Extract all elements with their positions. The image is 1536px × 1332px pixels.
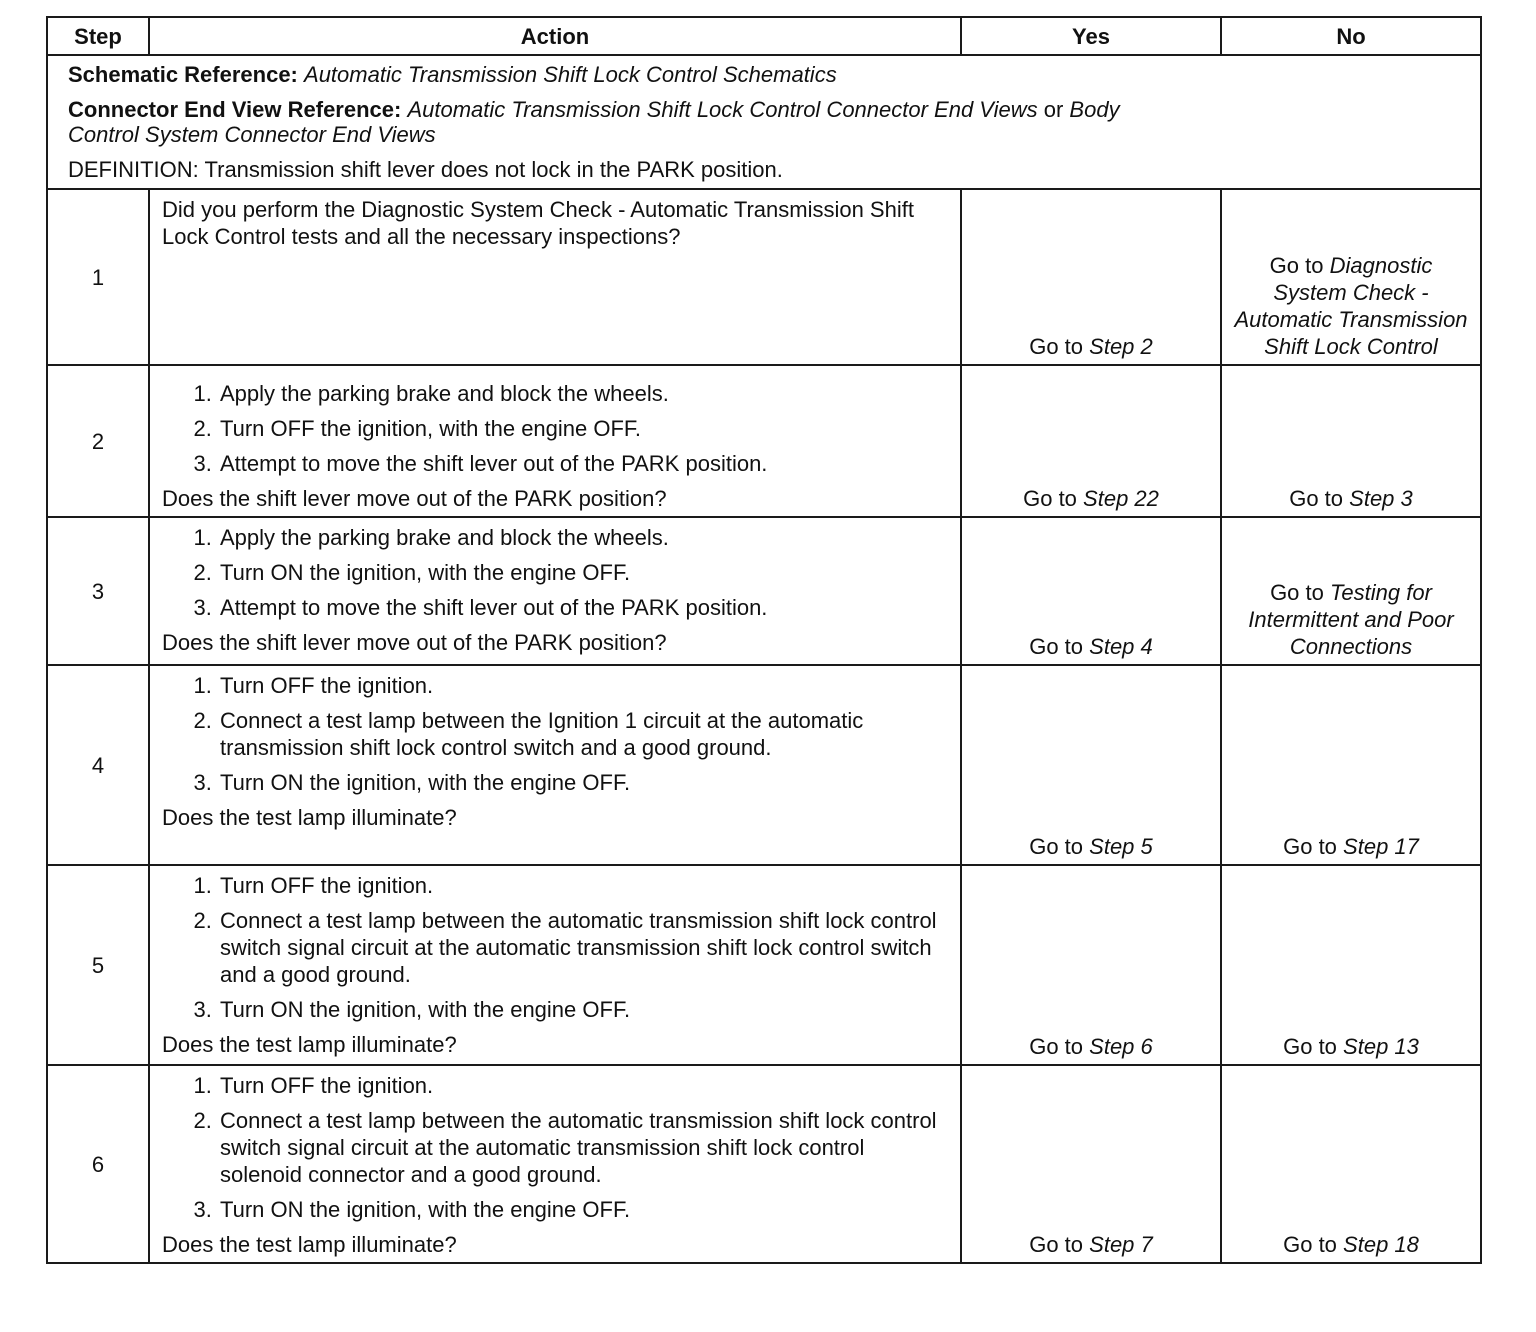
action-step: 2. Turn OFF the ignition, with the engine OFF. [218,415,948,442]
step-number: 5 [47,865,149,1065]
yes-goto[interactable] [1029,1034,1153,1059]
goto-target: Testing for Intermittent and Poor Connections [1248,580,1454,659]
goto-target: Step 22 [1083,486,1159,511]
goto-prefix: Go to [1023,486,1077,511]
no-goto[interactable] [1289,486,1413,511]
goto-target: Step 2 [1089,334,1153,359]
header-action: Action [149,17,961,55]
no-cell [1221,1065,1481,1263]
yes-goto[interactable] [1029,834,1153,859]
connector-link-1[interactable]: Automatic Transmission Shift Lock Control Connector End Views [407,97,1038,122]
goto-prefix: Go to [1283,1232,1337,1257]
yes-goto[interactable] [1023,486,1159,511]
action-step: 2. Connect a test lamp between the automatic transmission shift lock control switch signal circuit at the automatic transmission shift lock control switch and a good ground. [218,907,948,988]
goto-target: Step 6 [1089,1034,1153,1059]
reference-row [47,55,1481,189]
question: Does the test lamp illuminate? [162,805,457,830]
action-cell [149,865,961,1065]
action-step: 3. Turn ON the ignition, with the engine OFF. [218,1196,948,1223]
step-number: 6 [47,1065,149,1263]
header-row [47,17,1481,55]
goto-prefix: Go to [1029,634,1084,659]
no-goto[interactable] [1248,580,1453,659]
yes-goto[interactable] [1029,334,1153,359]
goto-target: Diagnostic System Check - Automatic Transmission Shift Lock Control [1234,253,1468,359]
no-cell [1221,189,1481,365]
schematic-link[interactable]: Automatic Transmission Shift Lock Control Schematics [304,62,837,87]
step-number: 1 [47,189,149,365]
step-number: 4 [47,665,149,865]
goto-target: Step 13 [1343,1034,1419,1059]
yes-cell [961,865,1221,1065]
action-step: 3. Attempt to move the shift lever out of the PARK position. [218,450,948,477]
action-steps [162,1072,948,1223]
header-step: Step [47,17,149,55]
goto-prefix: Go to [1029,834,1084,859]
action-step: 2. Connect a test lamp between the automatic transmission shift lock control switch signal circuit at the automatic transmission shift lock control solenoid connector and a good ground. [218,1107,948,1188]
question: Does the test lamp illuminate? [162,1032,457,1057]
no-cell [1221,865,1481,1065]
goto-prefix: Go to [1269,253,1324,278]
no-cell [1221,665,1481,865]
no-cell [1221,365,1481,517]
action-step: 3. Attempt to move the shift lever out of the PARK position. [218,594,948,621]
goto-prefix: Go to [1029,334,1084,359]
question: Does the test lamp illuminate? [162,1232,457,1257]
step-number: 3 [47,517,149,665]
action-step: 1. Turn OFF the ignition. [218,1072,948,1099]
goto-target: Step 5 [1089,834,1153,859]
no-goto[interactable] [1283,834,1419,859]
goto-prefix: Go to [1029,1034,1084,1059]
question: Did you perform the Diagnostic System Check - Automatic Transmission Shift Lock Control tests and all the necessary inspections? [162,197,914,249]
action-steps [162,380,948,477]
yes-goto[interactable] [1029,634,1153,659]
header-yes: Yes [961,17,1221,55]
step-number: 2 [47,365,149,517]
table-row [47,189,1481,365]
goto-prefix: Go to [1283,1034,1337,1059]
goto-target: Step 4 [1089,634,1153,659]
action-step: 1. Apply the parking brake and block the wheels. [218,524,948,551]
action-cell [149,665,961,865]
yes-cell [961,189,1221,365]
goto-target: Step 3 [1349,486,1413,511]
goto-prefix: Go to [1029,1232,1084,1257]
goto-prefix: Go to [1270,580,1324,605]
connector-link-2a[interactable]: Body [1069,97,1120,122]
action-step: 3. Turn ON the ignition, with the engine OFF. [218,769,948,796]
schematic-reference [68,62,1460,87]
action-cell [149,365,961,517]
no-goto[interactable] [1283,1232,1419,1257]
table-row [47,865,1481,1065]
yes-cell [961,1065,1221,1263]
reference-cell [47,55,1481,189]
goto-prefix: Go to [1289,486,1344,511]
goto-prefix: Go to [1283,834,1337,859]
connector-label: Connector End View Reference: [68,97,402,122]
table-row [47,665,1481,865]
no-goto[interactable] [1234,253,1467,359]
action-cell [149,517,961,665]
action-step: 1. Turn OFF the ignition. [218,872,948,899]
action-steps [162,872,948,1023]
question: Does the shift lever move out of the PARK position? [162,630,667,655]
yes-goto[interactable] [1029,1232,1153,1257]
no-goto[interactable] [1283,1034,1419,1059]
action-step: 3. Turn ON the ignition, with the engine OFF. [218,996,948,1023]
schematic-label: Schematic Reference: [68,62,298,87]
yes-cell [961,665,1221,865]
action-cell [149,189,961,365]
goto-target: Step 18 [1343,1232,1419,1257]
connector-reference [68,97,1460,147]
question: Does the shift lever move out of the PARK position? [162,486,667,511]
no-cell [1221,517,1481,665]
action-step: 1. Turn OFF the ignition. [218,672,948,699]
action-step: 2. Connect a test lamp between the Ignition 1 circuit at the automatic transmission shift lock control switch and a good ground. [218,707,948,761]
action-step: 1. Apply the parking brake and block the wheels. [218,380,948,407]
action-step: 2. Turn ON the ignition, with the engine OFF. [218,559,948,586]
connector-or: or [1043,97,1064,122]
action-steps [162,672,948,796]
table-row [47,517,1481,665]
yes-cell [961,517,1221,665]
action-cell [149,1065,961,1263]
action-steps [162,524,948,621]
header-no: No [1221,17,1481,55]
table-row [47,1065,1481,1263]
connector-link-2b[interactable]: Control System Connector End Views [68,122,436,147]
goto-target: Step 17 [1343,834,1419,859]
diagnostic-table [46,16,1482,1264]
yes-cell [961,365,1221,517]
table-row [47,365,1481,517]
definition: DEFINITION: Transmission shift lever does not lock in the PARK position. [68,157,783,182]
goto-target: Step 7 [1089,1232,1153,1257]
